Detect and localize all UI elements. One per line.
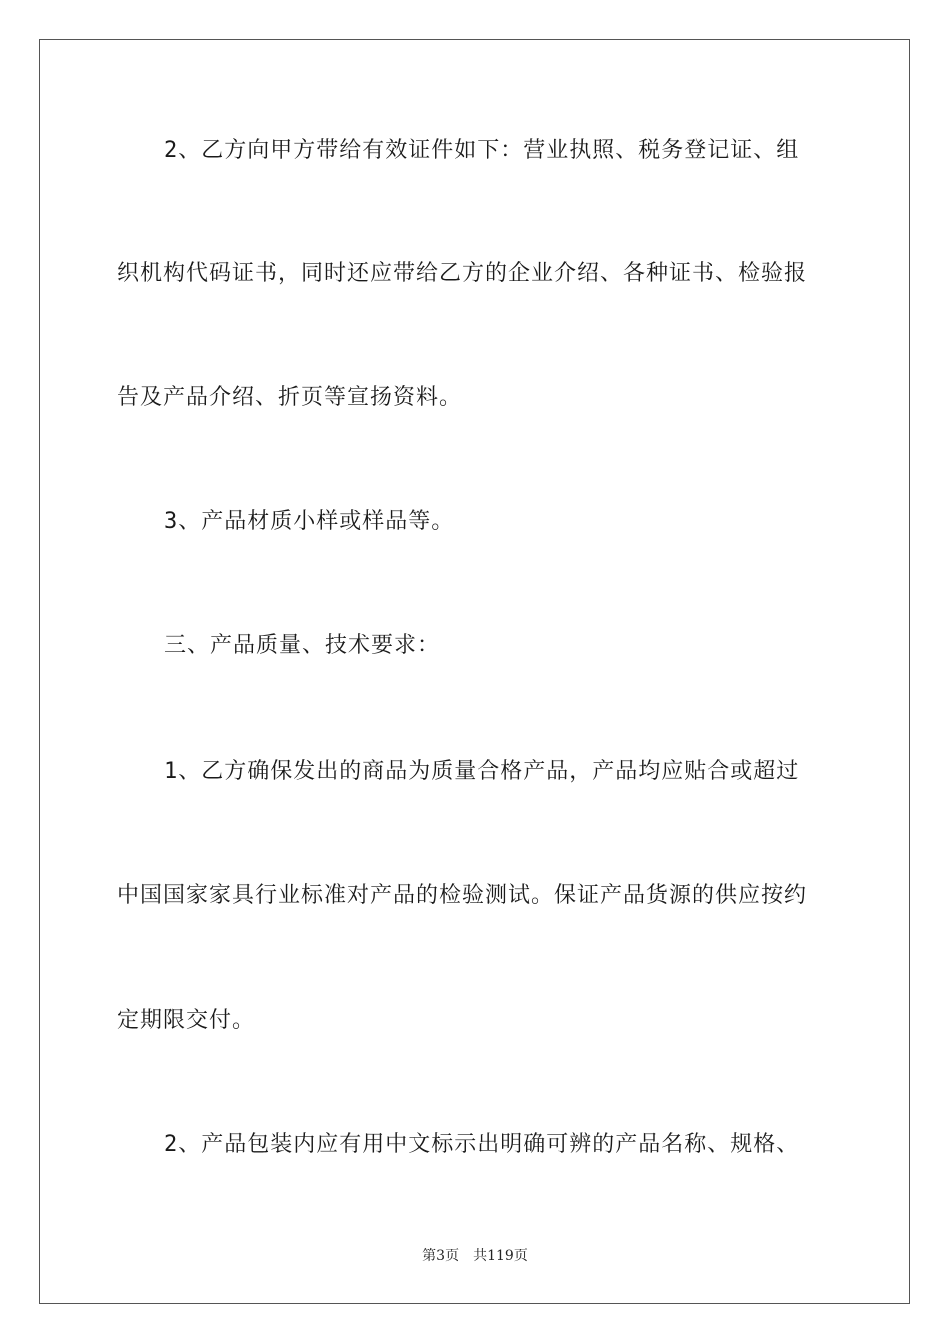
paragraph-line: 织机构代码证书，同时还应带给乙方的企业介绍、各种证书、检验报 xyxy=(117,261,808,286)
paragraph-line: 中国国家家具行业标准对产品的检验测试。保证产品货源的供应按约 xyxy=(117,883,808,908)
paragraph-line: 2、产品包装内应有用中文标示出明确可辨的产品名称、规格、 xyxy=(164,1132,800,1157)
section-heading: 三、产品质量、技术要求： xyxy=(164,633,441,658)
page-frame xyxy=(39,39,910,1304)
paragraph-line: 定期限交付。 xyxy=(117,1008,256,1033)
paragraph-line: 2、乙方向甲方带给有效证件如下：营业执照、税务登记证、组 xyxy=(164,138,800,163)
paragraph-line: 3、产品材质小样或样品等。 xyxy=(164,509,455,534)
page-number: 第3页 xyxy=(422,1248,460,1264)
paragraph-line: 告及产品介绍、折页等宣扬资料。 xyxy=(117,385,463,410)
page-total: 共119页 xyxy=(473,1248,528,1264)
page-footer xyxy=(0,1247,950,1265)
paragraph-line: 1、乙方确保发出的商品为质量合格产品，产品均应贴合或超过 xyxy=(164,759,800,784)
